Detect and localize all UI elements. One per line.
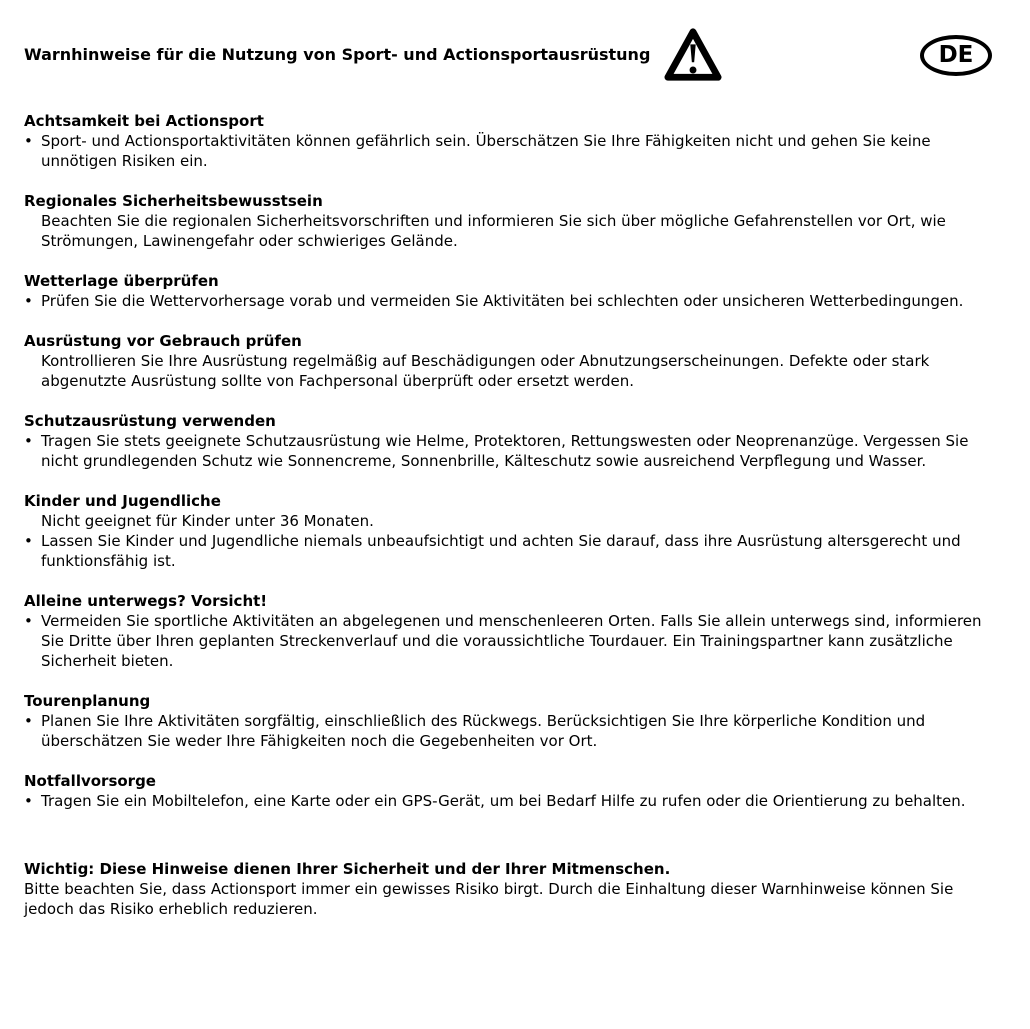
section-heading: Ausrüstung vor Gebrauch prüfen: [24, 332, 302, 350]
list-item: [24, 711, 1000, 751]
list-item: [24, 211, 1000, 251]
section-heading: Notfallvorsorge: [24, 772, 156, 790]
item-text: Kontrollieren Sie Ihre Ausrüstung regelmäßig auf Beschädigungen oder Abnutzungserscheinungen. Defekte oder stark abgenutzte Ausrüstung sollte von Fachpersonal überprüft oder ersetzt werden.: [41, 352, 930, 390]
section-heading: Tourenplanung: [24, 692, 151, 710]
bullet-marker: [24, 211, 41, 251]
section-wetterlage: [24, 271, 1000, 311]
section-achtsamkeit: [24, 111, 1000, 171]
bullet-marker: •: [24, 532, 33, 550]
bullet-marker: [24, 511, 41, 531]
item-text: Lassen Sie Kinder und Jugendliche niemals unbeaufsichtigt und achten Sie darauf, dass ihre Ausrüstung altersgerecht und funktionsfähig ist.: [41, 532, 961, 570]
bullet-marker: •: [24, 612, 33, 630]
list-item: [24, 531, 1000, 571]
item-text: Vermeiden Sie sportliche Aktivitäten an abgelegenen und menschenleeren Orten. Falls Sie allein unterwegs sind, informieren Sie Dritte über Ihren geplanten Streckenverlauf und die voraussichtliche Tourdauer. Ein Trainingspartner kann zusätzliche Sicherheit bieten.: [41, 612, 982, 670]
item-text: Tragen Sie stets geeignete Schutzausrüstung wie Helme, Protektoren, Rettungswesten oder Neoprenanzüge. Vergessen Sie nicht grundlegenden Schutz wie Sonnencreme, Sonnenbrille, Kälteschutz sowie ausreichend Verpflegung und Wasser.: [41, 432, 969, 470]
section-schutzausruestung: [24, 411, 1000, 471]
section-regionales: [24, 191, 1000, 251]
section-ausruestung: [24, 331, 1000, 391]
section-heading: Schutzausrüstung verwenden: [24, 412, 276, 430]
item-text: Prüfen Sie die Wettervorhersage vorab und vermeiden Sie Aktivitäten bei schlechten oder unsicheren Wetterbedingungen.: [41, 292, 964, 310]
item-text: Beachten Sie die regionalen Sicherheitsvorschriften und informieren Sie sich über mögliche Gefahrenstellen vor Ort, wie Strömungen, Lawinengefahr oder schwieriges Gelände.: [41, 212, 946, 250]
section-heading: Alleine unterwegs? Vorsicht!: [24, 592, 268, 610]
important-note-text: Bitte beachten Sie, dass Actionsport immer ein gewisses Risiko birgt. Durch die Einhaltung dieser Warnhinweise können Sie jedoch das Risiko erheblich reduzieren.: [24, 880, 954, 918]
section-heading: Regionales Sicherheitsbewusstsein: [24, 192, 323, 210]
page-title: Warnhinweise für die Nutzung von Sport- und Actionsportausrüstung: [24, 45, 651, 64]
bullet-marker: •: [24, 432, 33, 450]
title-group: [24, 24, 722, 86]
section-notfallvorsorge: [24, 771, 1000, 811]
item-text: Planen Sie Ihre Aktivitäten sorgfältig, einschließlich des Rückwegs. Berücksichtigen Sie Ihre körperliche Kondition und überschätzen Sie weder Ihre Fähigkeiten noch die Gegebenheiten vor Ort.: [41, 712, 926, 750]
list-item: [24, 611, 1000, 671]
section-heading: Kinder und Jugendliche: [24, 492, 221, 510]
item-text: Tragen Sie ein Mobiltelefon, eine Karte oder ein GPS-Gerät, um bei Bedarf Hilfe zu rufen oder die Orientierung zu behalten.: [41, 792, 966, 810]
warning-triangle-icon: [664, 24, 722, 86]
section-tourenplanung: [24, 691, 1000, 751]
bullet-marker: [24, 351, 41, 391]
bullet-marker: •: [24, 132, 33, 150]
bullet-marker: •: [24, 712, 33, 730]
list-item: [24, 291, 1000, 311]
item-text: Sport- und Actionsportaktivitäten können gefährlich sein. Überschätzen Sie Ihre Fähigkeiten nicht und gehen Sie keine unnötigen Risiken ein.: [41, 132, 931, 170]
list-item: [24, 511, 1000, 531]
item-text: Nicht geeignet für Kinder unter 36 Monaten.: [41, 512, 374, 530]
important-note-heading: Wichtig: Diese Hinweise dienen Ihrer Sicherheit und der Ihrer Mitmenschen.: [24, 860, 671, 878]
bullet-marker: •: [24, 792, 33, 810]
language-badge: [920, 35, 992, 76]
important-note: [24, 859, 1000, 919]
language-badge-label: DE: [938, 41, 974, 68]
document-header: [24, 25, 1000, 85]
section-kinder: [24, 491, 1000, 571]
bullet-marker: •: [24, 292, 33, 310]
list-item: [24, 351, 1000, 391]
warnings-body: [24, 111, 1000, 919]
list-item: [24, 791, 1000, 811]
list-item: [24, 131, 1000, 171]
section-heading: Wetterlage überprüfen: [24, 272, 219, 290]
list-item: [24, 431, 1000, 471]
section-heading: Achtsamkeit bei Actionsport: [24, 112, 264, 130]
section-alleine-unterwegs: [24, 591, 1000, 671]
